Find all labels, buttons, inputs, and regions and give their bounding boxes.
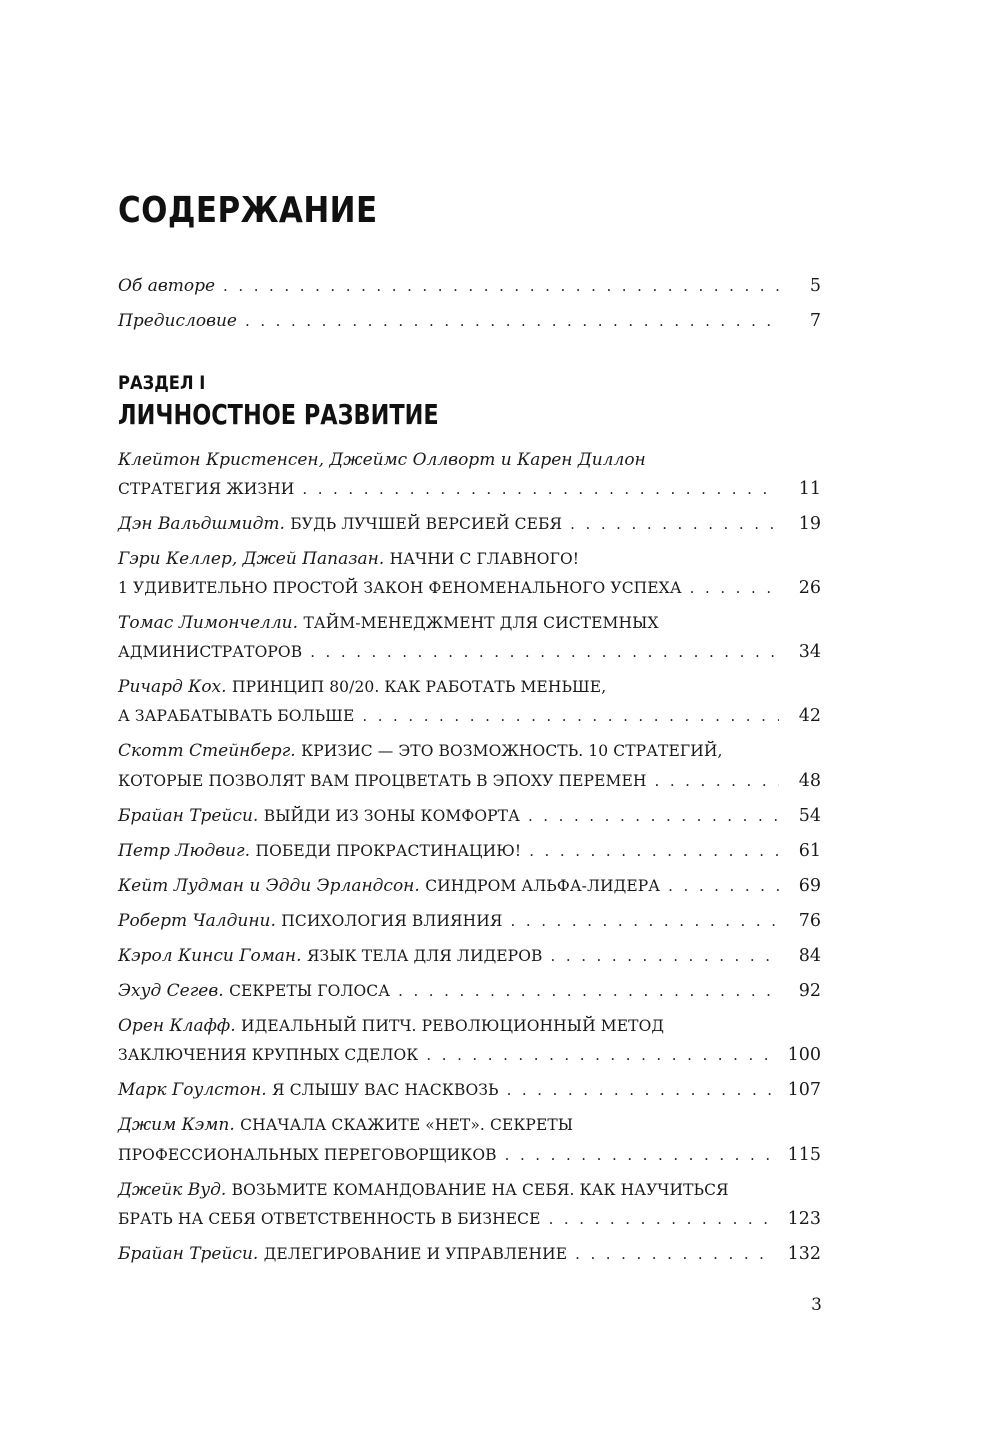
entry-title: СЕКРЕТЫ ГОЛОСА [229, 982, 391, 1000]
dot-leader [398, 982, 779, 1000]
entry-page-number: 107 [787, 1080, 821, 1100]
entry-title: ПРИНЦИП 80/20. КАК РАБОТАТЬ МЕНЬШЕ, [231, 678, 607, 696]
entry-page-number: 7 [809, 311, 821, 331]
dot-leader [362, 707, 779, 725]
toc-entry-title-line[interactable] [118, 642, 821, 672]
toc-entry-title-line[interactable] [118, 1145, 821, 1175]
toc-entry-title-line[interactable] [118, 1209, 821, 1239]
entry-title-cont: А ЗАРАБАТЫВАТЬ БОЛЬШЕ [118, 707, 355, 725]
dot-leader [507, 1081, 774, 1099]
dot-leader [655, 772, 780, 790]
dot-leader [570, 515, 779, 533]
entry-author: Джим Кэмп. [118, 1115, 235, 1135]
toc-entry[interactable] [118, 876, 821, 906]
dot-leader [505, 1146, 774, 1164]
entry-title-cont: АДМИНИСТРАТОРОВ [118, 643, 303, 661]
entry-page-number: 76 [798, 911, 821, 931]
dot-leader [575, 1245, 773, 1263]
toc-entry-author-line[interactable] [118, 741, 821, 771]
section-label: РАЗДЕЛ I [118, 372, 206, 394]
toc-entry-author-line[interactable] [118, 1115, 821, 1145]
entry-author: Ричард Кох. [118, 677, 227, 697]
toc-entry[interactable] [118, 946, 821, 976]
entry-author: Дэн Вальдшмидт. [118, 514, 285, 534]
entry-author: Брайан Трейси. [118, 806, 259, 826]
toc-entry-author-line[interactable] [118, 613, 821, 643]
toc-entry-about-author[interactable] [118, 276, 821, 306]
toc-entry-title-line[interactable] [118, 578, 821, 608]
entry-page-number: 61 [798, 841, 821, 861]
entry-author: Петр Людвиг. [118, 841, 251, 861]
entry-title: ЯЗЫК ТЕЛА ДЛЯ ЛИДЕРОВ [306, 947, 543, 965]
entry-title: БУДЬ ЛУЧШЕЙ ВЕРСИЕЙ СЕБЯ [290, 515, 563, 533]
entry-title: КРИЗИС — ЭТО ВОЗМОЖНОСТЬ. 10 СТРАТЕГИЙ, [301, 742, 723, 760]
entry-title: СНАЧАЛА СКАЖИТЕ «НЕТ». СЕКРЕТЫ [240, 1116, 574, 1134]
entry-title: ВОЗЬМИТЕ КОМАНДОВАНИЕ НА СЕБЯ. КАК НАУЧИТЬСЯ [231, 1181, 729, 1199]
dot-leader [549, 1210, 774, 1228]
entry-page-number: 19 [798, 514, 821, 534]
entry-author: Кейт Лудман и Эдди Эрландсон. [118, 876, 420, 896]
dot-leader [528, 807, 779, 825]
toc-entry-title-line[interactable] [118, 479, 821, 509]
entry-page-number: 26 [798, 578, 821, 598]
entry-page-number: 48 [798, 771, 821, 791]
entry-title: Предисловие [118, 311, 237, 331]
page-folio-number: 3 [811, 1295, 822, 1315]
dot-leader [529, 842, 779, 860]
dot-leader [511, 912, 779, 930]
dot-leader [690, 579, 779, 597]
entry-title-cont: КОТОРЫЕ ПОЗВОЛЯТ ВАМ ПРОЦВЕТАТЬ В ЭПОХУ ПЕРЕМЕН [118, 772, 647, 790]
toc-entry[interactable] [118, 806, 821, 836]
toc-entry[interactable] [118, 1080, 821, 1110]
toc-entry-author-line[interactable] [118, 549, 821, 579]
entry-title: ДЕЛЕГИРОВАНИЕ И УПРАВЛЕНИЕ [263, 1245, 568, 1263]
toc-entry[interactable] [118, 911, 821, 941]
entry-page-number: 42 [798, 706, 821, 726]
entry-title: Об авторе [118, 276, 216, 296]
entry-page-number: 115 [787, 1145, 821, 1165]
toc-entry-author-line[interactable] [118, 450, 821, 480]
dot-leader [245, 312, 779, 330]
entry-author: Роберт Чалдини. [118, 911, 276, 931]
entry-author: Орен Клафф. [118, 1016, 236, 1036]
entry-page-number: 132 [787, 1244, 821, 1264]
dot-leader [551, 947, 779, 965]
dot-leader [426, 1046, 773, 1064]
entry-page-number: 123 [787, 1209, 821, 1229]
toc-entry[interactable] [118, 1244, 821, 1274]
entry-page-number: 5 [809, 276, 821, 296]
entry-page-number: 54 [798, 806, 821, 826]
entry-author: Кэрол Кинси Гоман. [118, 946, 302, 966]
entry-page-number: 100 [787, 1045, 821, 1065]
entry-title: ВЫЙДИ ИЗ ЗОНЫ КОМФОРТА [263, 807, 520, 825]
toc-entry-title-line[interactable] [118, 771, 821, 801]
entry-author: Брайан Трейси. [118, 1244, 259, 1264]
entry-author: Клейтон Кристенсен, Джеймс Оллворт и Карен Диллон [118, 450, 646, 470]
toc-entry-author-line[interactable] [118, 1016, 821, 1046]
toc-entry[interactable] [118, 514, 821, 544]
toc-entry-author-line[interactable] [118, 1180, 821, 1210]
entry-author: Скотт Стейнберг. [118, 741, 296, 761]
entry-title: НАЧНИ С ГЛАВНОГО! [389, 550, 580, 568]
entry-title-cont: БРАТЬ НА СЕБЯ ОТВЕТСТВЕННОСТЬ В БИЗНЕСЕ [118, 1210, 541, 1228]
toc-entry-title-line[interactable] [118, 1045, 821, 1075]
entry-author: Гэри Келлер, Джей Папазан. [118, 549, 385, 569]
dot-leader [310, 643, 779, 661]
entry-title: ПОБЕДИ ПРОКРАСТИНАЦИЮ! [255, 842, 522, 860]
entry-title: СТРАТЕГИЯ ЖИЗНИ [118, 480, 295, 498]
entry-title: ТАЙМ-МЕНЕДЖМЕНТ ДЛЯ СИСТЕМНЫХ [303, 614, 659, 632]
section-title: ЛИЧНОСТНОЕ РАЗВИТИЕ [118, 398, 439, 431]
entry-author: Эхуд Сегев. [118, 981, 224, 1001]
entry-author: Томас Лимончелли. [118, 613, 299, 633]
entry-author: Марк Гоулстон. [118, 1080, 267, 1100]
entry-author: Джейк Вуд. [118, 1180, 227, 1200]
entry-title-cont: 1 УДИВИТЕЛЬНО ПРОСТОЙ ЗАКОН ФЕНОМЕНАЛЬНОГО УСПЕХА [118, 579, 682, 597]
toc-entry[interactable] [118, 841, 821, 871]
entry-title: Я СЛЫШУ ВАС НАСКВОЗЬ [272, 1081, 499, 1099]
entry-page-number: 34 [798, 642, 821, 662]
entry-title: ИДЕАЛЬНЫЙ ПИТЧ. РЕВОЛЮЦИОННЫЙ МЕТОД [241, 1017, 665, 1035]
entry-title: ПСИХОЛОГИЯ ВЛИЯНИЯ [281, 912, 503, 930]
dot-leader [668, 877, 779, 895]
entry-title: СИНДРОМ АЛЬФА-ЛИДЕРА [425, 877, 661, 895]
dot-leader [223, 277, 779, 295]
toc-entry-title-line[interactable] [118, 706, 821, 736]
entry-page-number: 84 [798, 946, 821, 966]
toc-entry-preface[interactable] [118, 311, 821, 341]
entry-page-number: 11 [798, 479, 821, 499]
entry-page-number: 69 [798, 876, 821, 896]
entry-page-number: 92 [798, 981, 821, 1001]
entry-title-cont: ПРОФЕССИОНАЛЬНЫХ ПЕРЕГОВОРЩИКОВ [118, 1146, 497, 1164]
toc-title: СОДЕРЖАНИЕ [118, 190, 378, 231]
entry-title-cont: ЗАКЛЮЧЕНИЯ КРУПНЫХ СДЕЛОК [118, 1046, 419, 1064]
toc-entry-author-line[interactable] [118, 677, 821, 707]
dot-leader [302, 480, 779, 498]
toc-entry[interactable] [118, 981, 821, 1011]
